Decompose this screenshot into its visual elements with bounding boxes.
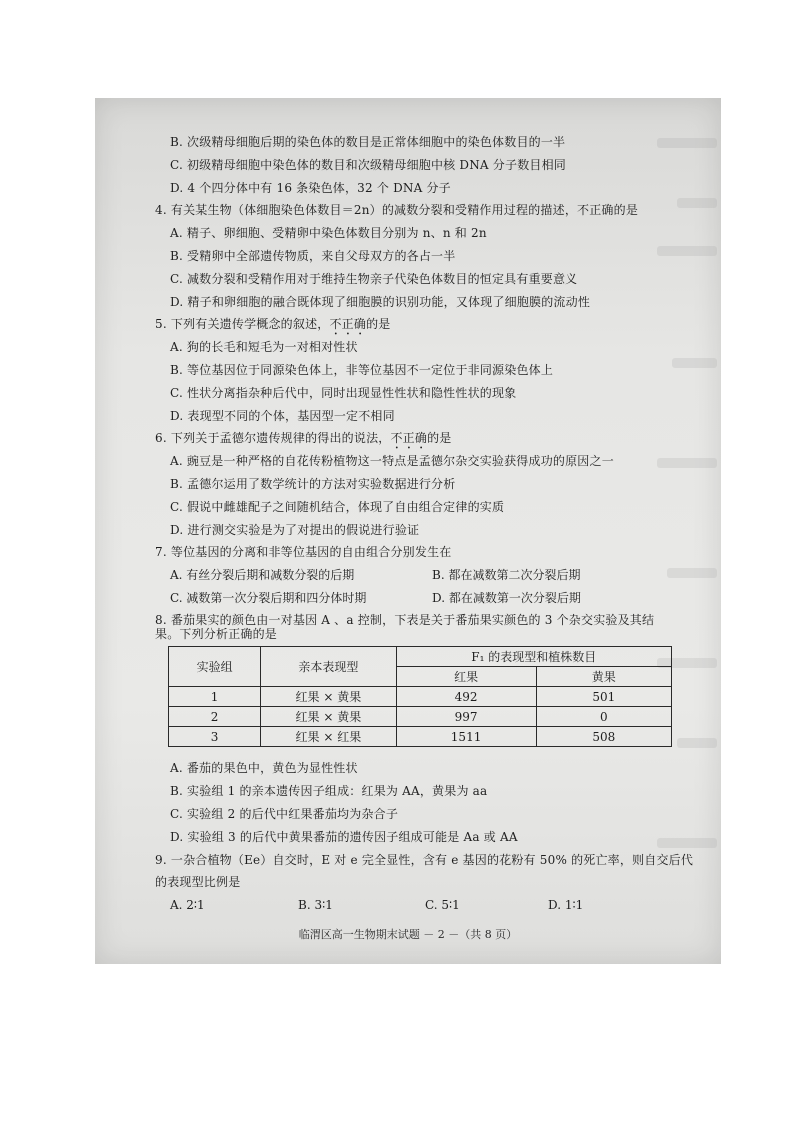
q8-option-b: B. 实验组 1 的亲本遗传因子组成：红果为 AA，黄果为 aa	[170, 784, 488, 798]
q5-option-b: B. 等位基因位于同源染色体上，非等位基因不一定位于非同源染色体上	[170, 363, 554, 377]
q7-option-d: D. 都在减数第一次分裂后期	[432, 591, 581, 605]
q9-option-d: D. 1∶1	[548, 898, 584, 912]
q4-option-a: A. 精子、卵细胞、受精卵中染色体数目分别为 n、n 和 2n	[170, 226, 487, 240]
q9-option-b: B. 3∶1	[298, 898, 333, 912]
header-parent: 亲本表现型	[261, 647, 396, 687]
q7-option-c: C. 减数第一次分裂后期和四分体时期	[170, 591, 367, 605]
table-row: 2 红果 × 黄果 997 0	[169, 707, 672, 727]
q8-option-d: D. 实验组 3 的后代中黄果番茄的遗传因子组成可能是 Aa 或 AA	[170, 830, 518, 844]
q6-option-a: A. 豌豆是一种严格的自花传粉植物这一特点是孟德尔杂交实验获得成功的原因之一	[170, 454, 614, 468]
q8-stem-line1: 8. 番茄果实的颜色由一对基因 A 、a 控制，下表是关于番茄果实颜色的 3 个杂交实验及其结	[155, 613, 655, 627]
header-f1: F₁ 的表现型和植株数目	[396, 647, 671, 667]
q6-emphasis: 不正确	[390, 431, 428, 445]
q8-stem-line2: 果。下列分析正确的是	[155, 627, 278, 641]
q9-stem-line2: 的表现型比例是	[155, 875, 241, 889]
q5-stem: 5. 下列有关遗传学概念的叙述，不正确的是	[155, 317, 391, 331]
q6-option-c: C. 假说中雌雄配子之间随机结合，体现了自由组合定律的实质	[170, 500, 505, 514]
q8-option-a: A. 番茄的果色中，黄色为显性性状	[170, 761, 358, 775]
exam-page-photo	[95, 98, 721, 964]
q7-option-a: A. 有丝分裂后期和减数分裂的后期	[170, 568, 355, 582]
header-group: 实验组	[169, 647, 261, 687]
q9-stem-line1: 9. 一杂合植物（Ee）自交时，E 对 e 完全显性，含有 e 基因的花粉有 50% 的死亡率，则自交后代	[155, 853, 694, 867]
q4-option-c: C. 减数分裂和受精作用对于维持生物亲子代染色体数目的恒定具有重要意义	[170, 272, 578, 286]
q7-stem: 7. 等位基因的分离和非等位基因的自由组合分别发生在	[155, 545, 452, 559]
q9-option-a: A. 2∶1	[170, 898, 205, 912]
q6-option-b: B. 孟德尔运用了数学统计的方法对实验数据进行分析	[170, 477, 456, 491]
q5-option-d: D. 表现型不同的个体，基因型一定不相同	[170, 409, 395, 423]
q4-stem: 4. 有关某生物（体细胞染色体数目＝2n）的减数分裂和受精作用过程的描述，不正确的是	[155, 203, 639, 217]
page-footer: 临渭区高一生物期末试题 － 2 －（共 8 页）	[298, 928, 518, 941]
q5-option-a: A. 狗的长毛和短毛为一对相对性状	[170, 340, 358, 354]
q8-option-c: C. 实验组 2 的后代中红果番茄均为杂合子	[170, 807, 399, 821]
q7-option-b: B. 都在减数第二次分裂后期	[432, 568, 581, 582]
q9-option-c: C. 5∶1	[425, 898, 460, 912]
table-row: 3 红果 × 红果 1511 508	[169, 727, 672, 747]
q3-option-c: C. 初级精母细胞中染色体的数目和次级精母细胞中核 DNA 分子数目相同	[170, 158, 567, 172]
table-row: 1 红果 × 黄果 492 501	[169, 687, 672, 707]
header-yellow: 黄果	[536, 667, 671, 687]
q3-option-b: B. 次级精母细胞后期的染色体的数目是正常体细胞中的染色体数目的一半	[170, 135, 566, 149]
cross-results-table	[168, 646, 672, 747]
q6-stem: 6. 下列关于孟德尔遗传规律的得出的说法，不正确的是	[155, 431, 452, 445]
q4-option-d: D. 精子和卵细胞的融合既体现了细胞膜的识别功能，又体现了细胞膜的流动性	[170, 295, 591, 309]
q5-emphasis: 不正确	[329, 317, 367, 331]
q3-option-d: D. 4 个四分体中有 16 条染色体，32 个 DNA 分子	[170, 181, 451, 195]
q4-option-b: B. 受精卵中全部遗传物质，来自父母双方的各占一半	[170, 249, 456, 263]
header-red: 红果	[396, 667, 536, 687]
q6-option-d: D. 进行测交实验是为了对提出的假说进行验证	[170, 523, 420, 537]
q5-option-c: C. 性状分离指杂种后代中，同时出现显性性状和隐性性状的现象	[170, 386, 517, 400]
